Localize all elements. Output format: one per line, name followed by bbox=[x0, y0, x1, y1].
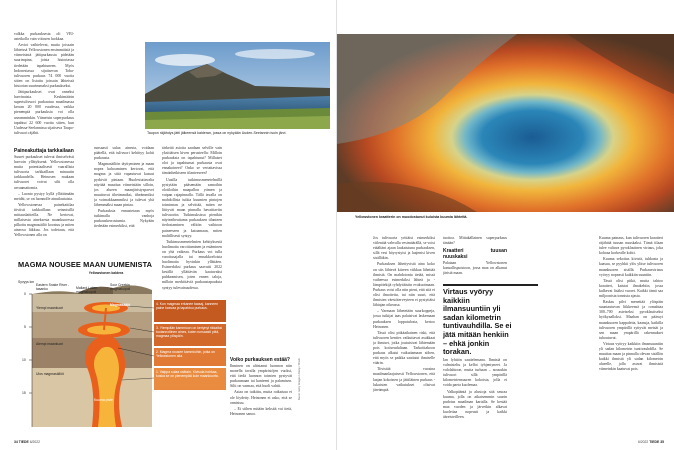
paragraph: tärkeitä asioita saadaan selville vain yksittäisen kiven perusteella: Milloin purkauksia on tapahtunut? Millaiset olot ja tapahtumat purkausta ovat ennakoineet? Onko se vertattavissa tämänhetkiseen tilanteeseen? bbox=[162, 146, 222, 176]
paragraph: valkka purkauksesta oli VEI-asteikolla vain viitosen luokkaa. bbox=[14, 32, 74, 42]
left-col2 bbox=[94, 146, 154, 256]
paragraph: Kuuma painaus, kun tulivuoren kraatteri räjähtää tuusan nuuskaksi. Tämä tilaan tulee valtava pyroklastinen virtaus, joka kohoaa korkealle kohti. bbox=[599, 236, 663, 256]
paragraph: Ihminen on altistanut luonnon niin monella tavalla ympäristöjen vuoksi, että tiedä luonnon toimien pystyvät purkaumaan tai kanteeni ja palamisen. Silti on varmaa, että huoli vahtii. bbox=[230, 364, 292, 389]
paragraph: Yellowstonessa painekattilaa tiiviisti tarkkaillaan seismisillä mittauslaitteilla. Ne kertovat, millaisesta aineksesta maankuoressa pilkottu magmasäiliö koostuu ja miten aineosa liikkuu. Jos todetaan, että Yellowstonen alla on bbox=[14, 202, 74, 238]
right-page bbox=[337, 0, 674, 450]
grand-prismatic-spring-image bbox=[337, 34, 674, 212]
depth-tick: 0 bbox=[24, 292, 26, 296]
paragraph: Tässä olisi pitkä, mutta tahtoo kraatteri, kaistat ilmakehiin, jossa kulkevat lisäksi vuoret. Kaikki tämä saa miljoonista tonnista ajasta. bbox=[599, 278, 663, 299]
surface-label: Eastern Snake River -tasanko bbox=[36, 283, 70, 291]
paragraph: Virtaus vyöryy kaikkiin ilmansuuntiin yli sadan kilometrin tuntivauhdilla. Se muuttaa maan ja pinnalla olevan sisällön kaikki ihmistä yli sadan kilometrin alueelle, jolla asuvat ihmisistä viimeinkin kaatuvat pois. bbox=[599, 341, 663, 372]
plume-label: Kuuma piste bbox=[94, 398, 113, 402]
paragraph: tuottoa. Mittakällainen superpurkaus tänään? bbox=[443, 236, 507, 246]
depth-tick: 15 bbox=[22, 391, 26, 395]
paragraph: – Varmaan lähetetään suurkoppeja, jossa tutkijat taas palaisivat laskemaan purkauksen lopputulosta, kertoo Heinonen. bbox=[373, 309, 435, 329]
process-step-1: 1. Vaippa sulaa osittain. Kivisula hohkaa, koska se on pienempää kuin maankuorta. bbox=[156, 370, 219, 378]
right-col1 bbox=[373, 236, 435, 436]
left-col1-bottom bbox=[14, 146, 74, 254]
volcano-photo-caption: Taupon räjähdys jätti jälkeensä kalderan, jossa on nykyään Uuden-Seelannin isoin järvi. bbox=[147, 131, 287, 135]
paragraph: Kuuma sekoitus kivistä, tuhkasta ja kaasua, se pyyhkii ylös ylitse tulivuoren maankuoren sisällä. Purkausvirtaus vyöryy nopeasti kaikkiin suuntiin. bbox=[599, 257, 663, 277]
depth-axis-label: Syvyys km bbox=[18, 280, 35, 284]
paragraph: – Ei siihen mitään keksitä vai tietä, Heinonen sanoo. bbox=[230, 406, 292, 416]
spring-photo-caption: Yellowstonen kraatterin on muodostunut kuluista kuumia lähteitä. bbox=[355, 215, 468, 219]
photo-credit: Kuvat: Getty Images / Alamy / iStock bbox=[298, 358, 301, 400]
paragraph: Purkauksia ennustetaan myös tutkimalla vanhoja purkauskerrostumia. Nykyään tiedetään esimerkiksi, että bbox=[94, 209, 154, 229]
paragraph: Purkauksen lähettyvistä aina koko on siis lähtevä kiireen viikkaa lähettää ihmisiä. On mahdotonta tietää, missä vaiheessa esimerkiksi lähteä ja -lämpötekijä ryhdyttäisiin evakuoimaan. Purkaus voisi olla niin pieni, että sitä ei olisi ilmoitettu, tai niin suuri, että ihmisten väestöterveyteen ei pystyttäisi lähiajan oikeassa. bbox=[373, 262, 435, 308]
paragraph: Magmasäiliön täyttyminen ja maan nopea kohoaminen kertovat, että magma ja siitä vapautuvat kaasut pyrkivät pintaan. Huolestuttavalta näyttää muuttua viimeistään silloin, jos alueen maanjäristysparvet muuttuvat tiheämmiksi, tiheämmiksi ja voimakkaammiksi ja tulevat yhä lähemmäksi maan pintaa. bbox=[94, 162, 154, 208]
taupo-caldera-image bbox=[145, 42, 330, 129]
paragraph: Jos tulivuorta yrittäisi esimerkiksi viilentää vahvalla vesimäärällä, se voisi etäältäni ajaan laukaistuna purkauksen, sillä vesi höyrystyisi ja laajenisi kiven sisälläkin. bbox=[373, 236, 435, 261]
volcano-photo bbox=[145, 42, 330, 129]
paragraph: – Luonto pystyy kyllä yllättämään meidät, se on luonnolle ainutlaatuista. bbox=[14, 191, 74, 201]
layer-label: Alempi maankuori bbox=[36, 342, 64, 346]
right-col3 bbox=[599, 236, 663, 436]
right-footer bbox=[638, 440, 664, 444]
depth-tick: 10 bbox=[22, 358, 26, 362]
paragraph: Tutkimusmenetelmien kehityksestä huolimatta varoittaminen ja estäminen on yhä vaikeaa. Purkaus voi tulla varoitusajalla tai ennakkoeloista huolimatta hyvinkin yllättäen. Esimerkiksi purkaus saavutti 2022 kesällä yllättävän kaatuvaksi puhkeamisen, joten ennen taloja, milloin merkittäviä purkaustapauksia syntyy tulevaisuudessa. bbox=[162, 239, 222, 290]
paragraph: Valkopääntä ja alustoja sitä seuraa kuuma, jolla on aikaisemmin suurin pudotus maailman kartalla. Se kestää maa vuoden ja järvetkin alkavat kuolettaa nopeasti ja kaikki ääreisteilleen. bbox=[443, 389, 507, 420]
surface-label: Mallard Laken magmakupoli bbox=[76, 286, 98, 294]
left-col3-bottom bbox=[230, 355, 292, 425]
section-heading: Kraatteri tuusan nuuskaksi bbox=[443, 248, 507, 261]
process-step-2: 2. Magma nousee kammioihin, jotka on Yellowstonen alla. bbox=[156, 350, 215, 358]
surface-label: Sour Creekin magmakupoli bbox=[110, 283, 131, 291]
right-col2-bottom bbox=[443, 358, 507, 436]
layer-label: Ulos magmasäiliöt bbox=[36, 372, 64, 376]
left-footer bbox=[14, 440, 40, 444]
paragraph: Uusilla tutkimusmenetelmillä pystytään pääsemään samoihin olotiloihin maapallon ytimen ja vaipan rajapinnalla. Tällä tavalla on mahdollista tutkia kuumien pintojen toiminnan ja selvittää, miten ne liittyvät maan pinnalla havaittaviin tulivuoriin. Tutkimuksissa pienikin näyteaiheuttama purkauksen tilanteen tiedostaminen välitön vaihtoon paineeseen ja katoamaan, miten maltillisesti syntyy. bbox=[162, 177, 222, 238]
magazine-name: TIEDE bbox=[649, 440, 660, 444]
paragraph: Tässä olisi pitkäaikainen riski, että tulivuoren kenties vaikuttavat asukkaat ja ihmiset, jotka joutuisivat lähtemään pois kotiseudultaan. Tarkoittakoon purkaus alkaisi vaikuttamaan siihen, että myös se paikka saattaisi ihmiselle väärin. bbox=[373, 330, 435, 366]
pullquote-rule bbox=[443, 284, 538, 286]
page-number: 34 bbox=[14, 440, 18, 444]
process-step-4: 4. Kun magmaa erkanee taasaj, kanneen paine kasvaa ja tapahtuu purkaus. bbox=[156, 302, 219, 310]
paragraph: Palataan Yellowstonen kansallispuistoon, jossa maa on alkanut järisiä maan. bbox=[443, 261, 507, 276]
magma-cross-section bbox=[18, 270, 230, 427]
paragraph: Jättipurkaukset ovat onneksi harvinaisia. Keskimäärin supertulivuori purkautuu maailmassa kerran 20 000 vuodessa, vaikka pienempiä purkauksia voi olla useamminkin. Viimeisin superpurkaus tapahtui 22 600 vuotta sitten, kun Uudessa-Seelannissa sijaitseva Taupo-tulivuori räjähti. bbox=[14, 90, 74, 135]
paragraph: runsaasti sulaa ainesta, voidaan päätellä, että tulivuori kehittyy kohti purkausta. bbox=[94, 146, 154, 161]
paragraph: Asiaa on tutkittu, mutta ratkaisua ei ole löydetty. Heinonen ei usko, että se onnistuu. bbox=[230, 390, 292, 405]
page-number: 35 bbox=[660, 440, 664, 444]
section-heading: Voiko purkauksen estää? bbox=[230, 357, 290, 363]
caldera-label: Yellowstonen kaldera bbox=[88, 271, 124, 275]
depth-tick: 5 bbox=[24, 325, 26, 329]
infographic-title: MAGMA NOUSEE MAAN UUMENISTA bbox=[18, 260, 153, 269]
magma-infographic bbox=[18, 260, 230, 427]
magazine-name: TIEDE bbox=[18, 440, 29, 444]
paragraph: Raskas pilvi menettää ylöspäin suuntautuvan liikkeensä ja romahtaa 300–700 asteiseksi pyroklastiseksi hyökyaalloksi. Maahan on päässyt maankuoren kappaleita, kaasuja, kaikilla tulivuoren ympärillä syttyvät metsät ja sen maan ympärillä rakennukset tuhoutuvat. bbox=[599, 300, 663, 340]
issue-number: 6/2022 bbox=[637, 440, 649, 444]
section-heading: Paineakuttaja tarkkailaan bbox=[14, 148, 74, 154]
chamber-label: Magmasäiliö bbox=[110, 303, 131, 307]
paragraph: Tiivistää vuosina maailmanlaajuisesti Yellowstonen, että laajan kokoinen ja jättiläinen purkaus -lukuisten vaikutukset olisivat järeämpiä. bbox=[373, 367, 435, 392]
pullquote: Virtaus vyöryy kaikkiin ilmansuuntiin yli sadan kilometrin tuntivauhdilla. Se ei jätä mitään henkiin – ehkä jonkin torakan. bbox=[443, 287, 512, 357]
layer-label: Ylempi maankuori bbox=[36, 306, 64, 310]
issue-number: 6/2022 bbox=[29, 440, 41, 444]
paragraph: Arviot vaihtelevat, mutta joissain lähteissä Yellowstonen ensimmäistä ja viimeisintä jättipurkausta pidetään suurimpina, joista historiassa tiedetään tapahtuneen. Myös Indonesiassa sijaitsevan Toba-tulivuoren purkaus 74 000 vuotta sitten on listattu joissain lähteissä historian suurimmaksi purkaukseksi. bbox=[14, 43, 74, 88]
paragraph: Ian lyhtiön saattelemana. Ihmisiä on valmisteltu ja kellot tyhjentyneet. Ja valolahtoon, mutta turhaan – nousukin tulivuori sillä ympärillä kilometriensuuren kokoista, jolla ei voida paeta kuolemaa. bbox=[443, 358, 507, 388]
paragraph: Suuret purkaukset tulevat ilmiselvästi harvoin yllätyksenä. Yellowstonessa muita potentiaalisesti vaarallisia tulivuoria tarkkaillaan minuutin tarkkuudella. Heinosen mukaan tulivuoret voivat silti olla arvaamattomia. bbox=[14, 155, 74, 190]
hot-spring-photo bbox=[337, 34, 674, 212]
right-col2-top bbox=[443, 236, 507, 282]
process-step-3: 3. Ylempään kammioon on kertynyt rikkaiksi tuotannollinen aines, kuten runsaasti piitä, magmaa ylöspäin. bbox=[156, 326, 223, 338]
